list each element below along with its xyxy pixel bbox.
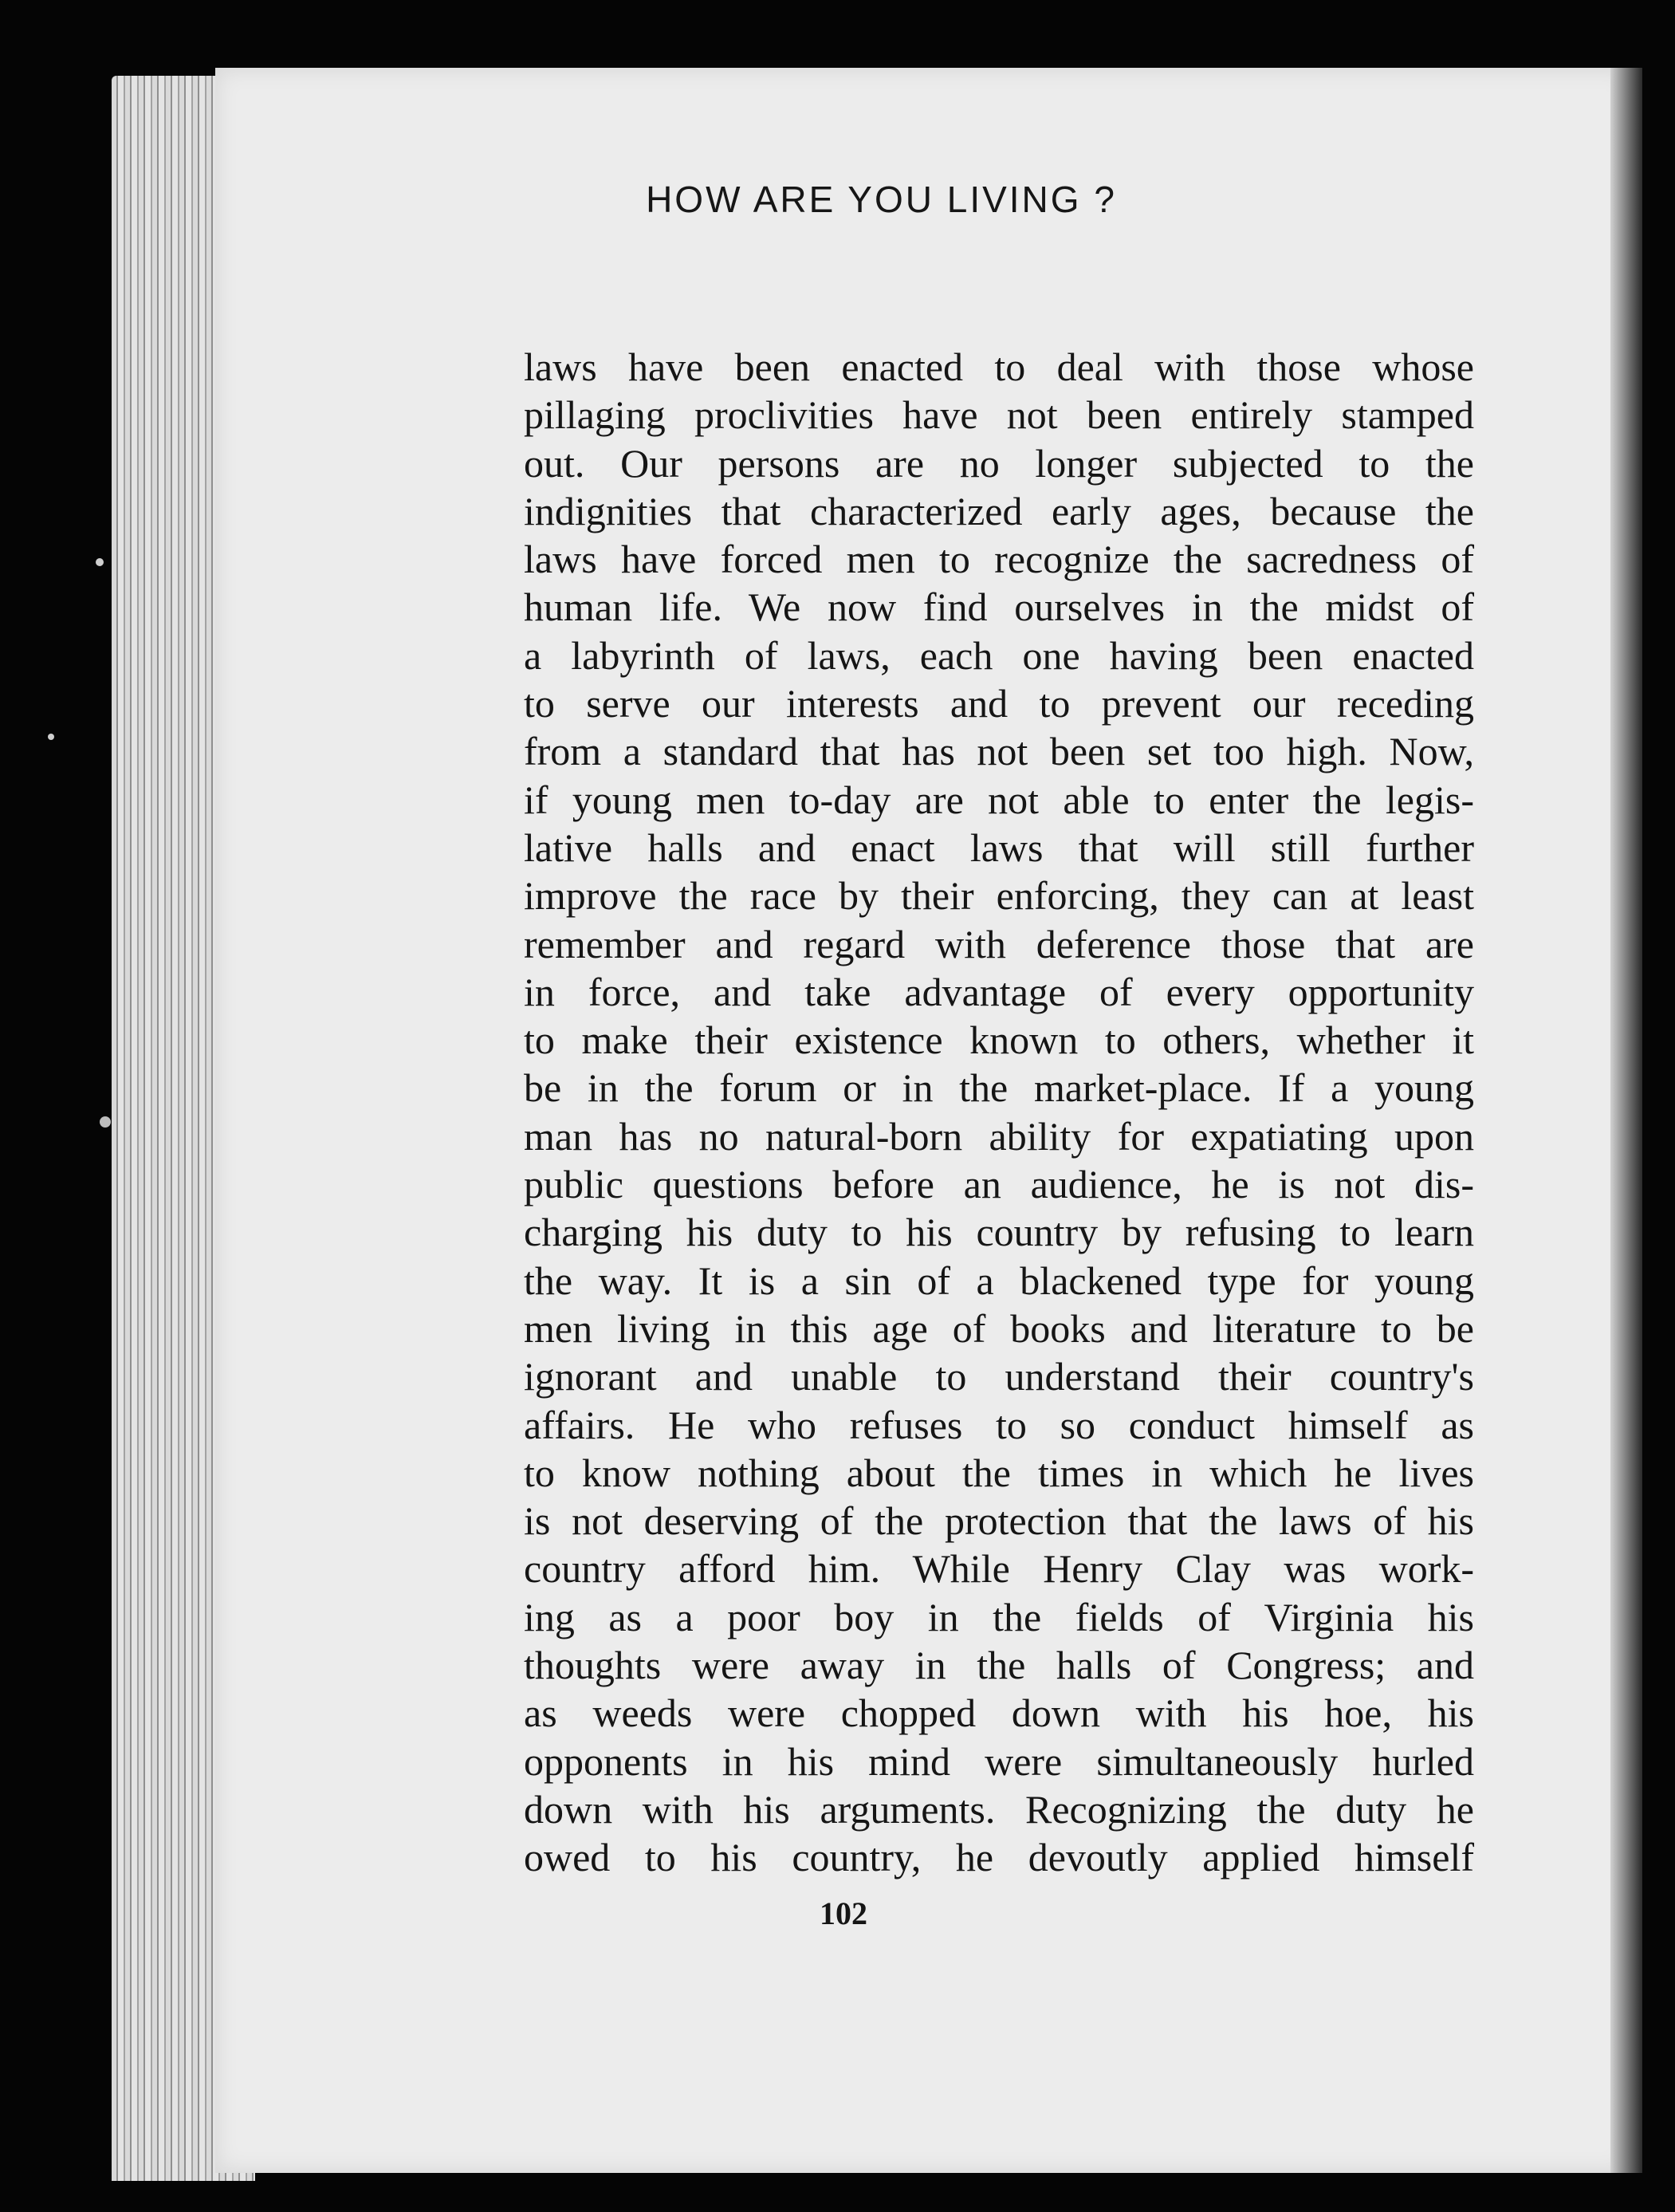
text-line: ing as a poor boy in the fields of Virginia his xyxy=(524,1594,1474,1639)
dust-speck xyxy=(48,734,54,740)
text-line: men living in this age of books and literature to be xyxy=(524,1305,1474,1351)
text-line: is not deserving of the protection that the laws of his xyxy=(524,1498,1474,1544)
text-line: a labyrinth of laws, each one having been enacted xyxy=(524,632,1474,678)
text-line: opponents in his mind were simultaneously hurled xyxy=(524,1738,1474,1784)
text-line: human life. We now find ourselves in the midst of xyxy=(524,584,1474,630)
text-line: if young men to-day are not able to enter the legis- xyxy=(524,777,1474,822)
text-line: country afford him. While Henry Clay was work- xyxy=(524,1546,1474,1592)
text-line: to make their existence known to others, whether it xyxy=(524,1017,1474,1063)
text-line: public questions before an audience, he is not dis- xyxy=(524,1162,1474,1207)
text-line: improve the race by their enforcing, they can at least xyxy=(524,873,1474,919)
text-line: to serve our interests and to prevent our receding xyxy=(524,681,1474,726)
text-line: pillaging proclivities have not been entirely stamped xyxy=(524,392,1474,438)
text-line: charging his duty to his country by refusing to learn xyxy=(524,1210,1474,1255)
running-head: HOW ARE YOU LIVING ? xyxy=(646,179,1117,220)
text-line: to know nothing about the times in which he lives xyxy=(524,1450,1474,1495)
text-line: laws have been enacted to deal with those whose xyxy=(524,344,1474,389)
text-line: from a standard that has not been set too high. Now, xyxy=(524,729,1474,774)
text-line: affairs. He who refuses to so conduct himself as xyxy=(524,1402,1474,1447)
body-text xyxy=(524,343,1474,1882)
text-line: remember and regard with deference those that are xyxy=(524,921,1474,966)
text-line: laws have forced men to recognize the sacredness of xyxy=(524,537,1474,582)
text-line: the way. It is a sin of a blackened type for young xyxy=(524,1258,1474,1303)
text-line: in force, and take advantage of every opportunity xyxy=(524,969,1474,1014)
text-line: thoughts were away in the halls of Congress; and xyxy=(524,1643,1474,1688)
page-number: 102 xyxy=(820,1895,867,1931)
text-line: lative halls and enact laws that will still further xyxy=(524,825,1474,870)
text-line: down with his arguments. Recognizing the duty he xyxy=(524,1786,1474,1832)
text-line: as weeds were chopped down with his hoe, his xyxy=(524,1690,1474,1736)
text-line: out. Our persons are no longer subjected to the xyxy=(524,440,1474,486)
text-line: be in the forum or in the market-place. If a young xyxy=(524,1065,1474,1111)
text-line: owed to his country, he devoutly applied himself xyxy=(524,1835,1474,1880)
text-line: indignities that characterized early ages, because the xyxy=(524,488,1474,533)
dust-speck xyxy=(96,558,104,566)
dust-speck xyxy=(100,1116,111,1128)
text-line: man has no natural-born ability for expatiating upon xyxy=(524,1113,1474,1159)
text-line: ignorant and unable to understand their country's xyxy=(524,1354,1474,1399)
page-gutter-shadow xyxy=(1610,68,1642,2173)
